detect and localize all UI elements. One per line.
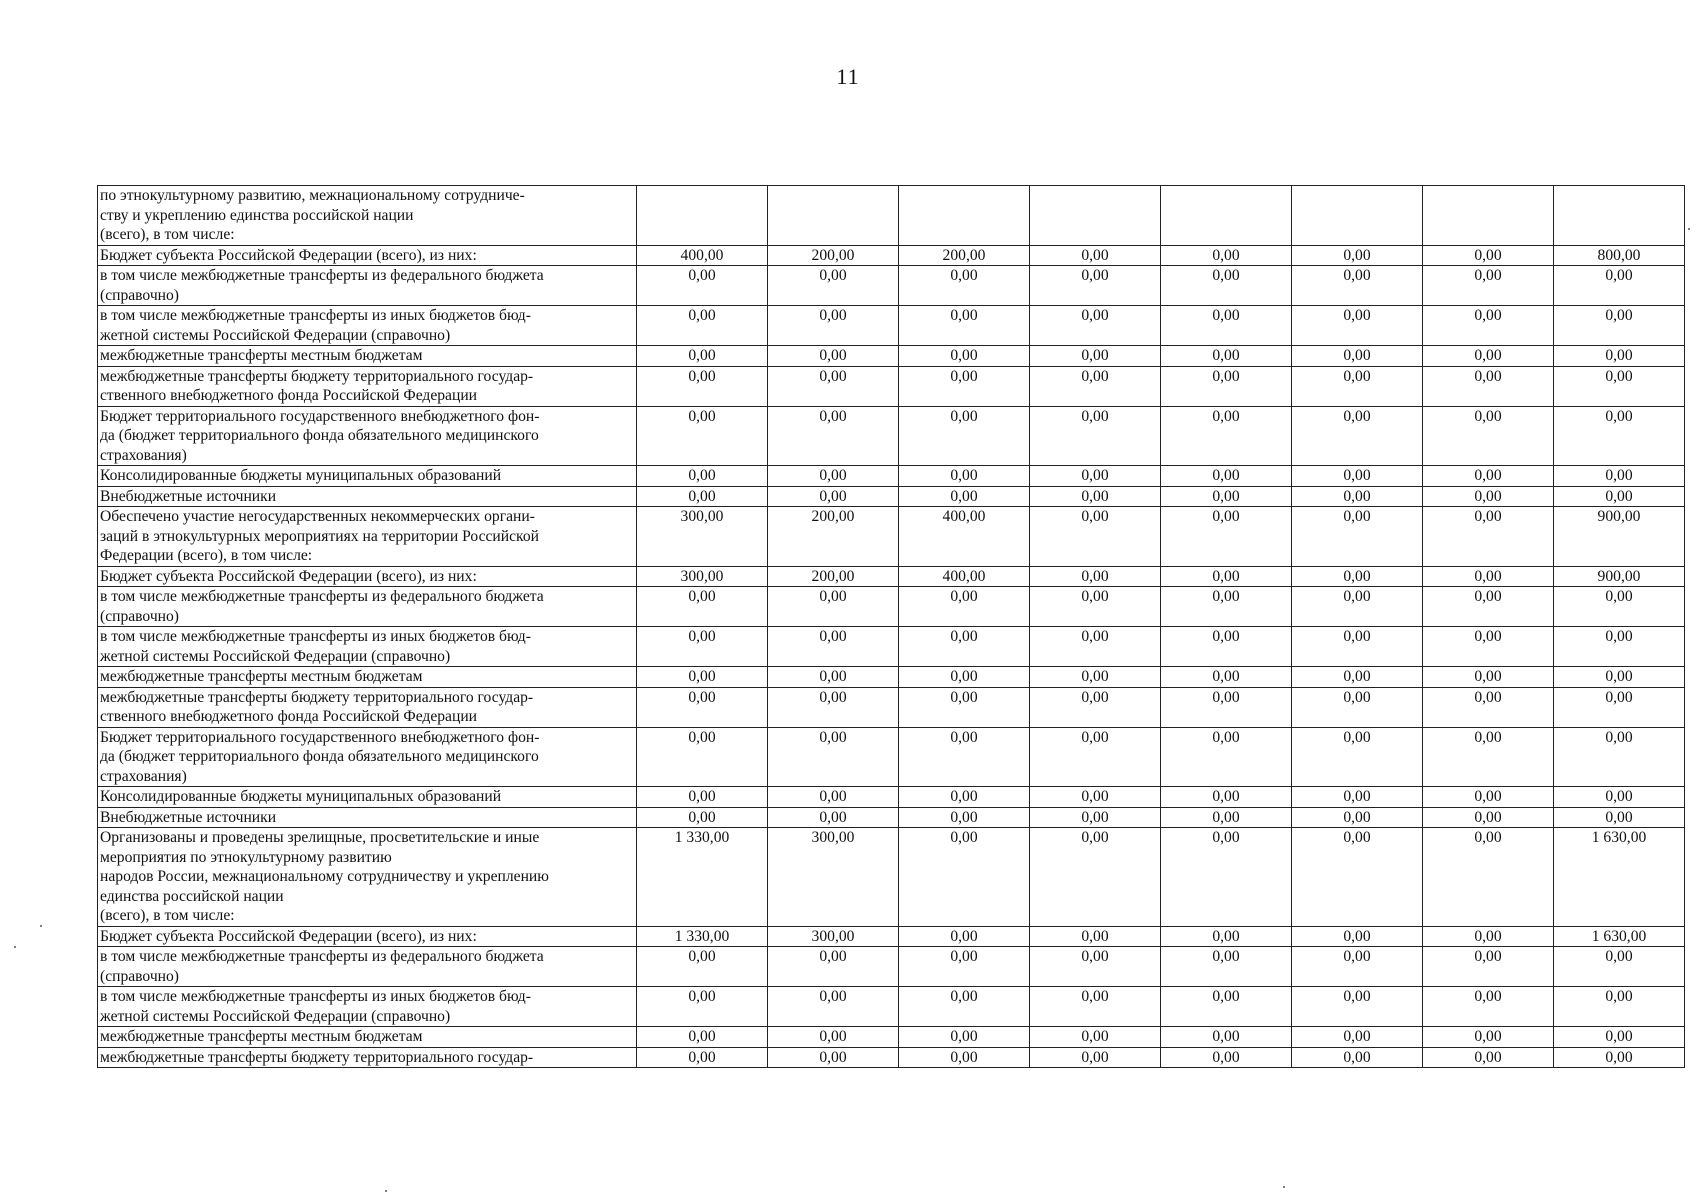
- value-cell: 0,00: [768, 346, 899, 367]
- value-cell: 0,00: [1030, 245, 1161, 266]
- table-row: [98, 667, 1685, 688]
- row-label: Организованы и проведены зрелищные, просветительские и иные мероприятия по этнокультурному развитию народов России, межнациональному сотрудничеству и укреплению единства российской нации (всего), в том числе:: [98, 828, 637, 927]
- value-cell: 0,00: [1423, 1027, 1554, 1048]
- value-cell: 0,00: [1554, 587, 1685, 627]
- value-cell: 0,00: [1554, 727, 1685, 787]
- value-cell: 0,00: [1554, 667, 1685, 688]
- value-cell: 0,00: [1161, 406, 1292, 466]
- value-cell: 0,00: [1423, 687, 1554, 727]
- value-cell: 0,00: [1292, 627, 1423, 667]
- value-cell: 0,00: [1292, 667, 1423, 688]
- value-cell: 0,00: [1292, 828, 1423, 927]
- value-cell: 0,00: [1161, 926, 1292, 947]
- value-cell: 0,00: [1161, 1027, 1292, 1048]
- value-cell: 0,00: [899, 366, 1030, 406]
- budget-table: [97, 185, 1685, 1068]
- value-cell: 0,00: [1161, 566, 1292, 587]
- value-cell: 900,00: [1554, 566, 1685, 587]
- value-cell: 0,00: [768, 306, 899, 346]
- value-cell: 0,00: [768, 807, 899, 828]
- value-cell: 1 630,00: [1554, 926, 1685, 947]
- value-cell: 200,00: [899, 245, 1030, 266]
- row-label: Внебюджетные источники: [98, 486, 637, 507]
- value-cell: 0,00: [1161, 245, 1292, 266]
- value-cell: 0,00: [1292, 366, 1423, 406]
- value-cell: 0,00: [1161, 587, 1292, 627]
- value-cell: 0,00: [899, 667, 1030, 688]
- value-cell: 0,00: [1423, 587, 1554, 627]
- value-cell: 1 630,00: [1554, 828, 1685, 927]
- table-row: [98, 926, 1685, 947]
- value-cell: 400,00: [637, 245, 768, 266]
- value-cell: 0,00: [637, 406, 768, 466]
- value-cell: 0,00: [637, 667, 768, 688]
- value-cell: 0,00: [1161, 366, 1292, 406]
- value-cell: [768, 186, 899, 246]
- value-cell: 0,00: [899, 306, 1030, 346]
- table-row: [98, 366, 1685, 406]
- value-cell: 0,00: [1292, 926, 1423, 947]
- row-label: Бюджет субъекта Российской Федерации (всего), из них:: [98, 926, 637, 947]
- value-cell: 200,00: [768, 566, 899, 587]
- value-cell: 0,00: [768, 366, 899, 406]
- value-cell: 300,00: [637, 566, 768, 587]
- value-cell: 0,00: [1030, 807, 1161, 828]
- value-cell: 0,00: [1292, 566, 1423, 587]
- value-cell: 1 330,00: [637, 828, 768, 927]
- value-cell: 0,00: [1292, 245, 1423, 266]
- value-cell: 0,00: [899, 346, 1030, 367]
- table-body: [98, 186, 1685, 1068]
- value-cell: 0,00: [1030, 687, 1161, 727]
- value-cell: 0,00: [1423, 987, 1554, 1027]
- value-cell: 0,00: [1030, 366, 1161, 406]
- row-label: в том числе межбюджетные трансферты из федерального бюджета (справочно): [98, 587, 637, 627]
- value-cell: 0,00: [1030, 667, 1161, 688]
- value-cell: 0,00: [899, 266, 1030, 306]
- value-cell: 0,00: [1292, 727, 1423, 787]
- row-label: Бюджет территориального государственного внебюджетного фон- да (бюджет территориального фонда обязательного медицинского страхования): [98, 406, 637, 466]
- value-cell: 0,00: [899, 987, 1030, 1027]
- value-cell: 0,00: [1292, 466, 1423, 487]
- value-cell: 0,00: [1423, 486, 1554, 507]
- table-row: [98, 486, 1685, 507]
- value-cell: 0,00: [1161, 828, 1292, 927]
- row-label: межбюджетные трансферты бюджету территориального государ-: [98, 1047, 637, 1068]
- table-row: [98, 245, 1685, 266]
- scan-speck: [1283, 1186, 1285, 1188]
- value-cell: 0,00: [1423, 828, 1554, 927]
- value-cell: 0,00: [1161, 787, 1292, 808]
- value-cell: 0,00: [637, 346, 768, 367]
- table-row: [98, 186, 1685, 246]
- value-cell: 0,00: [1292, 787, 1423, 808]
- value-cell: 0,00: [1030, 1047, 1161, 1068]
- value-cell: 0,00: [1030, 346, 1161, 367]
- value-cell: 0,00: [899, 486, 1030, 507]
- value-cell: 0,00: [1030, 987, 1161, 1027]
- value-cell: 0,00: [1554, 306, 1685, 346]
- value-cell: 0,00: [1292, 346, 1423, 367]
- value-cell: 0,00: [768, 1047, 899, 1068]
- row-label: Консолидированные бюджеты муниципальных образований: [98, 466, 637, 487]
- value-cell: 0,00: [637, 627, 768, 667]
- row-label: в том числе межбюджетные трансферты из федерального бюджета (справочно): [98, 947, 637, 987]
- value-cell: 0,00: [899, 587, 1030, 627]
- page-number: 11: [836, 64, 860, 89]
- value-cell: 0,00: [1292, 947, 1423, 987]
- row-label: Консолидированные бюджеты муниципальных образований: [98, 787, 637, 808]
- value-cell: 0,00: [1030, 486, 1161, 507]
- value-cell: 0,00: [1423, 947, 1554, 987]
- value-cell: 0,00: [1030, 947, 1161, 987]
- table-row: [98, 947, 1685, 987]
- value-cell: 300,00: [768, 828, 899, 927]
- row-label: Внебюджетные источники: [98, 807, 637, 828]
- table-row: [98, 566, 1685, 587]
- value-cell: 0,00: [899, 727, 1030, 787]
- value-cell: 0,00: [768, 266, 899, 306]
- value-cell: 0,00: [899, 1027, 1030, 1048]
- value-cell: [899, 186, 1030, 246]
- value-cell: 200,00: [768, 507, 899, 567]
- row-label: межбюджетные трансферты бюджету территориального государ- ственного внебюджетного фонда Российской Федерации: [98, 366, 637, 406]
- value-cell: 300,00: [768, 926, 899, 947]
- value-cell: 0,00: [1292, 306, 1423, 346]
- value-cell: 0,00: [1030, 828, 1161, 927]
- value-cell: 0,00: [1554, 486, 1685, 507]
- table-row: [98, 306, 1685, 346]
- value-cell: 0,00: [1292, 406, 1423, 466]
- scan-speck: [40, 925, 42, 927]
- value-cell: 0,00: [899, 466, 1030, 487]
- table-row: [98, 727, 1685, 787]
- value-cell: 0,00: [1554, 346, 1685, 367]
- value-cell: 0,00: [1030, 727, 1161, 787]
- value-cell: 0,00: [637, 987, 768, 1027]
- value-cell: 0,00: [1030, 587, 1161, 627]
- scan-speck: [14, 946, 16, 948]
- value-cell: 0,00: [1030, 266, 1161, 306]
- value-cell: 0,00: [1161, 987, 1292, 1027]
- value-cell: 0,00: [1554, 807, 1685, 828]
- value-cell: 0,00: [1030, 627, 1161, 667]
- value-cell: [1030, 186, 1161, 246]
- row-label: в том числе межбюджетные трансферты из иных бюджетов бюд- жетной системы Российской Федерации (справочно): [98, 987, 637, 1027]
- value-cell: 0,00: [899, 687, 1030, 727]
- value-cell: 0,00: [768, 687, 899, 727]
- value-cell: 400,00: [899, 507, 1030, 567]
- row-label: в том числе межбюджетные трансферты из федерального бюджета (справочно): [98, 266, 637, 306]
- value-cell: 0,00: [768, 1027, 899, 1048]
- value-cell: 0,00: [1423, 507, 1554, 567]
- value-cell: 0,00: [1554, 987, 1685, 1027]
- value-cell: 0,00: [899, 787, 1030, 808]
- row-label: в том числе межбюджетные трансферты из иных бюджетов бюд- жетной системы Российской Федерации (справочно): [98, 627, 637, 667]
- row-label: Бюджет территориального государственного внебюджетного фон- да (бюджет территориального фонда обязательного медицинского страхования): [98, 727, 637, 787]
- value-cell: 0,00: [1161, 306, 1292, 346]
- value-cell: 0,00: [1423, 566, 1554, 587]
- value-cell: [1423, 186, 1554, 246]
- value-cell: 0,00: [637, 306, 768, 346]
- value-cell: 0,00: [1554, 406, 1685, 466]
- table-row: [98, 466, 1685, 487]
- value-cell: 400,00: [899, 566, 1030, 587]
- value-cell: 0,00: [1161, 466, 1292, 487]
- value-cell: 0,00: [1292, 587, 1423, 627]
- value-cell: 0,00: [1030, 406, 1161, 466]
- value-cell: 0,00: [1554, 947, 1685, 987]
- value-cell: 0,00: [1554, 466, 1685, 487]
- row-label: межбюджетные трансферты местным бюджетам: [98, 1027, 637, 1048]
- value-cell: 0,00: [637, 687, 768, 727]
- value-cell: 0,00: [768, 466, 899, 487]
- value-cell: 0,00: [1423, 406, 1554, 466]
- table-row: [98, 266, 1685, 306]
- scan-speck: [1688, 228, 1690, 230]
- value-cell: 0,00: [768, 787, 899, 808]
- value-cell: 0,00: [1161, 667, 1292, 688]
- value-cell: 0,00: [1423, 245, 1554, 266]
- table-row: [98, 346, 1685, 367]
- table-row: [98, 987, 1685, 1027]
- value-cell: 0,00: [637, 486, 768, 507]
- value-cell: 0,00: [637, 807, 768, 828]
- value-cell: 0,00: [637, 1027, 768, 1048]
- value-cell: 0,00: [1554, 627, 1685, 667]
- value-cell: 0,00: [1423, 787, 1554, 808]
- value-cell: 0,00: [899, 807, 1030, 828]
- value-cell: 800,00: [1554, 245, 1685, 266]
- value-cell: 0,00: [768, 587, 899, 627]
- value-cell: 0,00: [1161, 1047, 1292, 1068]
- value-cell: 0,00: [1292, 1027, 1423, 1048]
- value-cell: 0,00: [637, 266, 768, 306]
- value-cell: [1292, 186, 1423, 246]
- value-cell: 0,00: [1030, 566, 1161, 587]
- value-cell: 0,00: [637, 587, 768, 627]
- table-row: [98, 1047, 1685, 1068]
- value-cell: 0,00: [768, 947, 899, 987]
- value-cell: 0,00: [899, 828, 1030, 927]
- value-cell: 0,00: [1030, 926, 1161, 947]
- value-cell: 0,00: [637, 1047, 768, 1068]
- value-cell: 0,00: [1292, 507, 1423, 567]
- value-cell: 0,00: [1423, 346, 1554, 367]
- value-cell: 0,00: [1030, 466, 1161, 487]
- value-cell: 200,00: [768, 245, 899, 266]
- value-cell: 0,00: [768, 486, 899, 507]
- scan-speck: [385, 1190, 387, 1192]
- value-cell: 0,00: [637, 727, 768, 787]
- value-cell: 0,00: [637, 466, 768, 487]
- value-cell: 0,00: [1292, 687, 1423, 727]
- value-cell: 0,00: [899, 947, 1030, 987]
- table-row: [98, 1027, 1685, 1048]
- value-cell: 0,00: [899, 406, 1030, 466]
- value-cell: 0,00: [1161, 947, 1292, 987]
- table-row: [98, 406, 1685, 466]
- value-cell: 0,00: [1423, 466, 1554, 487]
- value-cell: 0,00: [768, 667, 899, 688]
- table-row: [98, 687, 1685, 727]
- row-label: в том числе межбюджетные трансферты из иных бюджетов бюд- жетной системы Российской Федерации (справочно): [98, 306, 637, 346]
- value-cell: 0,00: [899, 926, 1030, 947]
- table-row: [98, 828, 1685, 927]
- value-cell: 0,00: [1423, 306, 1554, 346]
- table-row: [98, 787, 1685, 808]
- value-cell: 0,00: [1423, 727, 1554, 787]
- row-label: межбюджетные трансферты местным бюджетам: [98, 667, 637, 688]
- value-cell: 0,00: [1030, 507, 1161, 567]
- row-label: по этнокультурному развитию, межнациональному сотрудниче- ству и укреплению единства российской нации (всего), в том числе:: [98, 186, 637, 246]
- value-cell: 0,00: [1423, 266, 1554, 306]
- value-cell: 0,00: [768, 727, 899, 787]
- value-cell: 0,00: [899, 1047, 1030, 1068]
- value-cell: 0,00: [1292, 1047, 1423, 1068]
- value-cell: 0,00: [1161, 807, 1292, 828]
- value-cell: 0,00: [1161, 627, 1292, 667]
- value-cell: 0,00: [637, 366, 768, 406]
- value-cell: 0,00: [1423, 926, 1554, 947]
- value-cell: 0,00: [1292, 266, 1423, 306]
- value-cell: 0,00: [1030, 306, 1161, 346]
- value-cell: 0,00: [1554, 266, 1685, 306]
- value-cell: 0,00: [1423, 366, 1554, 406]
- table-row: [98, 507, 1685, 567]
- value-cell: 0,00: [637, 947, 768, 987]
- value-cell: 0,00: [768, 406, 899, 466]
- value-cell: 0,00: [1423, 1047, 1554, 1068]
- value-cell: 0,00: [1161, 727, 1292, 787]
- value-cell: 0,00: [1161, 266, 1292, 306]
- value-cell: 0,00: [1423, 627, 1554, 667]
- value-cell: 0,00: [1292, 987, 1423, 1027]
- value-cell: 900,00: [1554, 507, 1685, 567]
- row-label: Бюджет субъекта Российской Федерации (всего), из них:: [98, 566, 637, 587]
- value-cell: 300,00: [637, 507, 768, 567]
- value-cell: 0,00: [1161, 346, 1292, 367]
- value-cell: 0,00: [1554, 1027, 1685, 1048]
- value-cell: 0,00: [1554, 366, 1685, 406]
- table-row: [98, 627, 1685, 667]
- value-cell: [1161, 186, 1292, 246]
- table-row: [98, 587, 1685, 627]
- value-cell: 0,00: [768, 987, 899, 1027]
- value-cell: [1554, 186, 1685, 246]
- value-cell: 0,00: [1161, 486, 1292, 507]
- value-cell: 0,00: [1161, 507, 1292, 567]
- row-label: Бюджет субъекта Российской Федерации (всего), из них:: [98, 245, 637, 266]
- value-cell: 0,00: [637, 787, 768, 808]
- value-cell: 0,00: [768, 627, 899, 667]
- value-cell: 1 330,00: [637, 926, 768, 947]
- value-cell: [637, 186, 768, 246]
- value-cell: 0,00: [1161, 687, 1292, 727]
- value-cell: 0,00: [1554, 1047, 1685, 1068]
- value-cell: 0,00: [1423, 667, 1554, 688]
- value-cell: 0,00: [1292, 807, 1423, 828]
- row-label: межбюджетные трансферты бюджету территориального государ- ственного внебюджетного фонда Российской Федерации: [98, 687, 637, 727]
- row-label: межбюджетные трансферты местным бюджетам: [98, 346, 637, 367]
- table-row: [98, 807, 1685, 828]
- value-cell: 0,00: [1554, 787, 1685, 808]
- row-label: Обеспечено участие негосударственных некоммерческих органи- заций в этнокультурных мероприятиях на территории Российской Федерации (всего), в том числе:: [98, 507, 637, 567]
- value-cell: 0,00: [1554, 687, 1685, 727]
- value-cell: 0,00: [1292, 486, 1423, 507]
- value-cell: 0,00: [899, 627, 1030, 667]
- value-cell: 0,00: [1030, 1027, 1161, 1048]
- value-cell: 0,00: [1030, 787, 1161, 808]
- value-cell: 0,00: [1423, 807, 1554, 828]
